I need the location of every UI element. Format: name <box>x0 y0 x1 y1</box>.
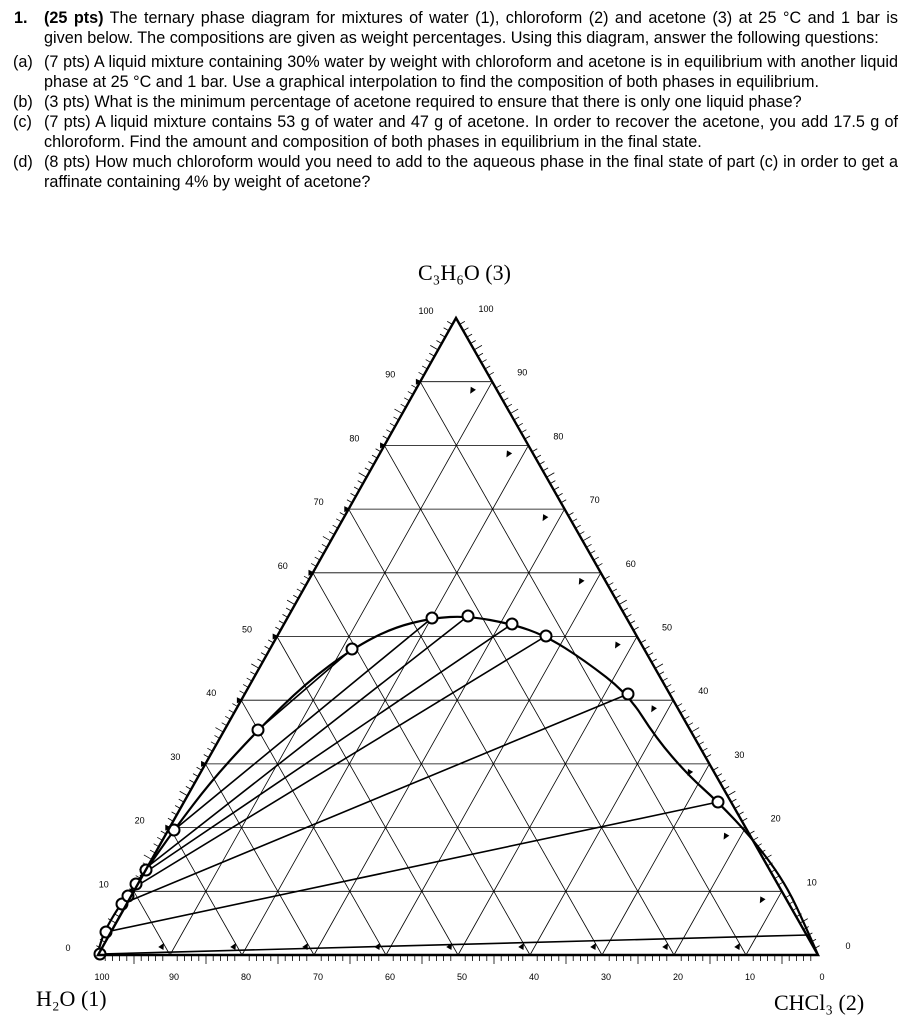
left-tick-label: 70 <box>313 497 324 508</box>
tie-line <box>100 935 808 954</box>
arrow-bottom <box>230 943 236 950</box>
arrow-bottom <box>518 943 524 950</box>
grid-line-chloroform <box>458 637 637 956</box>
bottom-tick-label: 70 <box>312 972 324 982</box>
arrow-right <box>760 896 766 903</box>
grid-arrows <box>129 379 765 950</box>
triangle-grid <box>134 382 782 955</box>
right-tick-label: 10 <box>806 877 817 888</box>
apex-right-label: CHCl₃ (2) <box>774 990 865 1015</box>
right-tick-label: 50 <box>661 622 673 633</box>
endpoint-marker <box>253 725 264 736</box>
endpoint-marker <box>541 631 552 642</box>
right-tick-label: 80 <box>553 431 564 442</box>
right-tick-label: 60 <box>625 558 636 569</box>
grid-line-water <box>134 891 170 955</box>
problem-intro-text: The ternary phase diagram for mixtures of water (1), chloroform (2) and acetone (3) at 25 °C and 1 bar is given below. The compositions are given as weight percentages. Using this diagram, answer the following questions: <box>44 9 898 47</box>
arrow-right <box>651 705 657 712</box>
arrow-right <box>615 642 621 649</box>
tick-right <box>583 536 591 541</box>
part-a-text: A liquid mixture containing 30% water by weight with chloroform and acetone is in equilibrium with another liquid phase at 25 °C and 1 bar. Use a graphical interpolation to find the composition of both phases in equilibrium. <box>44 53 898 91</box>
part-c-text: A liquid mixture contains 53 g of water and 47 g of acetone. In order to recover the acetone, you add 17.5 g of chloroform. Find the amount and composition of both phases in equilibrium in the final state. <box>44 113 898 151</box>
left-tick-label: 20 <box>134 815 145 826</box>
tie-line <box>174 618 432 830</box>
axis-minor-ticks <box>96 321 819 964</box>
part-d-points: (8 pts) <box>44 153 91 171</box>
right-tick-label: 90 <box>517 367 528 378</box>
left-tick-label: 10 <box>98 879 109 890</box>
part-b-text: What is the minimum percentage of acetone required to ensure that there is only one liquid phase? <box>94 93 802 111</box>
right-tick-label: 20 <box>770 813 781 824</box>
left-tick-label: 30 <box>170 751 181 762</box>
grid-line-chloroform <box>170 382 492 955</box>
part-d-label: (d) <box>13 153 33 171</box>
grid-line-water <box>205 764 314 955</box>
bottom-tick-label: 100 <box>94 972 110 982</box>
tick-right <box>655 664 663 669</box>
tick-right <box>510 409 518 414</box>
part-d-text: How much chloroform would you need to add to the aqueous phase in the final state of part (c) in order to get a raffinate containing 4% by weight of acetone? <box>44 153 898 191</box>
apex-top-label: C₃H₆O (3) <box>418 260 511 285</box>
binodal-curve <box>98 617 818 955</box>
left-tick-label: 80 <box>349 433 360 444</box>
bottom-tick-label: 80 <box>240 972 252 982</box>
arrow-bottom <box>662 943 668 950</box>
left-tick-label: 90 <box>385 369 396 380</box>
tie-line <box>140 624 512 876</box>
bottom-tick-label: 20 <box>672 972 684 982</box>
arrow-bottom <box>734 943 740 950</box>
left-tick-label: 100 <box>418 306 434 316</box>
tie-line <box>146 616 468 868</box>
endpoint-marker <box>463 611 474 622</box>
arrow-bottom <box>158 943 164 950</box>
bottom-tick-label: 40 <box>528 972 540 982</box>
grid-line-water <box>277 637 458 956</box>
left-tick-label: 50 <box>241 624 253 635</box>
endpoint-marker <box>427 613 438 624</box>
part-a-points: (7 pts) <box>44 53 91 71</box>
tick-right <box>619 600 627 605</box>
part-a-label: (a) <box>13 53 33 71</box>
problem-number: 1. <box>14 9 28 27</box>
grid-line-chloroform <box>602 764 709 955</box>
tick-left <box>394 409 402 414</box>
part-c-points: (7 pts) <box>44 113 91 131</box>
endpoint-marker <box>623 689 634 700</box>
endpoint-marker <box>347 644 358 655</box>
arrow-right <box>506 450 512 457</box>
right-tick-label: 30 <box>734 749 745 760</box>
left-tick-label: 60 <box>277 560 288 571</box>
bottom-tick-label: 30 <box>600 972 612 982</box>
tick-left <box>180 791 188 796</box>
bottom-tick-label: 90 <box>168 972 180 982</box>
tick-left <box>359 473 367 478</box>
tick-left <box>287 600 295 605</box>
part-b-label: (b) <box>13 93 33 111</box>
left-tick-label: 40 <box>206 688 217 699</box>
tick-left <box>251 664 259 669</box>
tick-left <box>430 345 438 350</box>
arrow-right <box>470 387 476 394</box>
endpoint-marker <box>713 797 724 808</box>
tick-right <box>474 345 482 350</box>
tick-right <box>728 791 736 796</box>
arrow-bottom <box>590 943 596 950</box>
bottom-tick-label: 50 <box>456 972 468 982</box>
apex-left-label: H₂O (1) <box>36 986 107 1011</box>
endpoint-marker <box>507 619 518 630</box>
axis-tick-labels <box>65 304 850 982</box>
right-tick-label: 40 <box>698 686 709 697</box>
tick-left <box>144 855 152 860</box>
tick-left <box>215 728 223 733</box>
tick-right <box>691 728 699 733</box>
arrow-right <box>543 514 549 521</box>
right-tick-label: 100 <box>478 304 494 314</box>
left-tick-label: 0 <box>65 943 71 953</box>
grid-line-water <box>349 509 602 955</box>
bottom-tick-label: 60 <box>384 972 396 982</box>
bottom-tick-label: 10 <box>744 972 756 982</box>
bottom-tick-label: 0 <box>819 972 825 982</box>
right-tick-label: 70 <box>589 495 600 506</box>
grid-line-water <box>420 382 746 955</box>
part-c-label: (c) <box>13 113 32 131</box>
arrow-right <box>724 833 730 840</box>
right-tick-label: 0 <box>845 941 851 951</box>
tick-right <box>547 473 555 478</box>
part-b-points: (3 pts) <box>44 93 90 111</box>
tick-left <box>323 536 331 541</box>
tie-lines <box>100 616 808 954</box>
grid-line-chloroform <box>746 891 782 955</box>
problem-points: (25 pts) <box>44 9 104 27</box>
arrow-right <box>579 578 585 585</box>
